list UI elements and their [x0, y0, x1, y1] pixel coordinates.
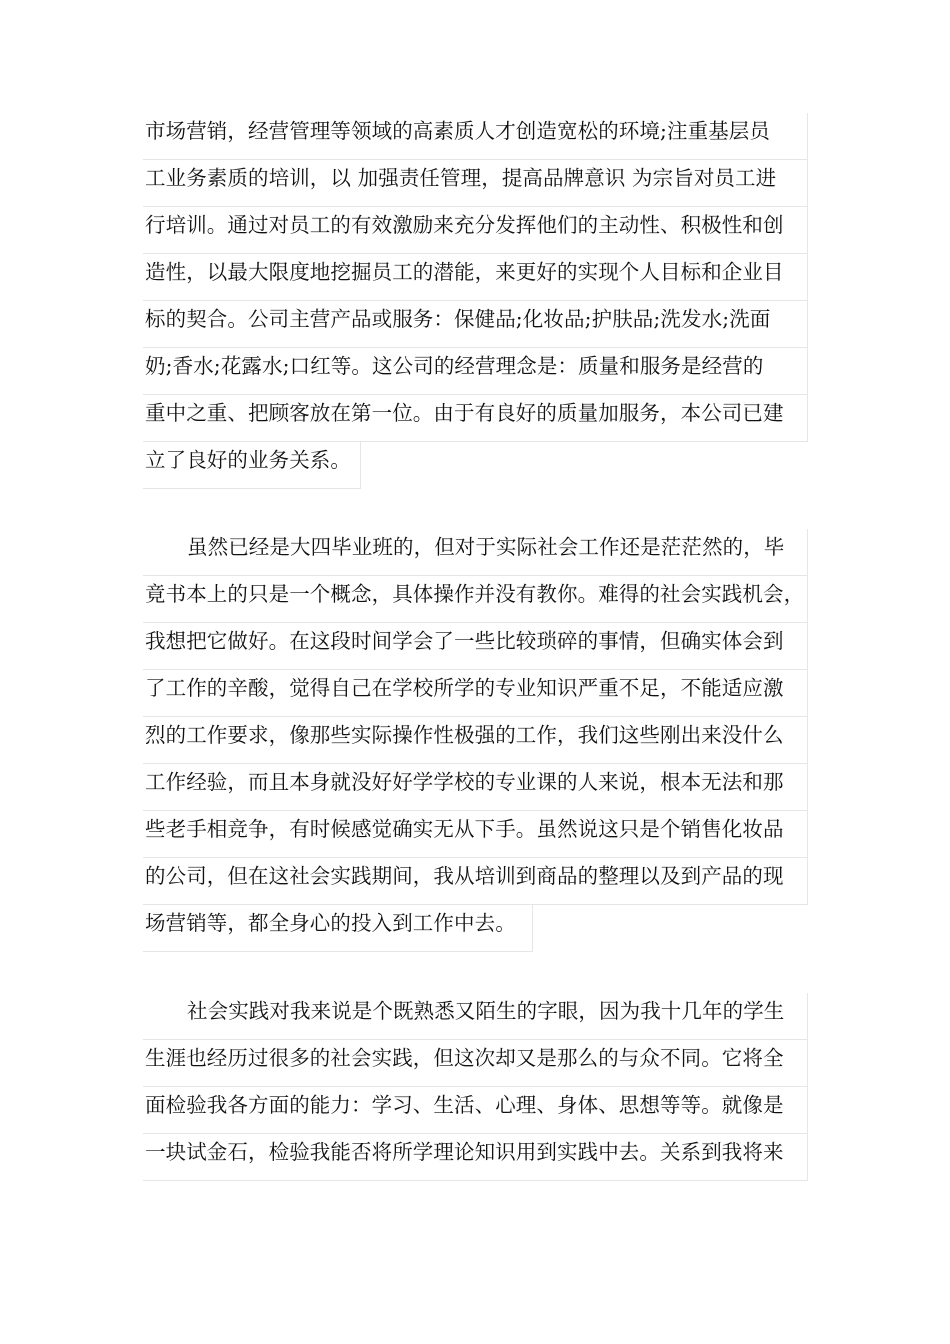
- paragraph-2: [143, 529, 808, 952]
- paragraph-1: [143, 113, 808, 489]
- text-line: 造性，以最大限度地挖掘员工的潜能，来更好的实现个人目标和企业目: [143, 254, 808, 301]
- text-line: 竟书本上的只是一个概念，具体操作并没有教你。难得的社会实践机会，: [143, 576, 808, 623]
- text-line: 标的契合。公司主营产品或服务：保健品;化妆品;护肤品;洗发水;洗面: [143, 301, 808, 348]
- text-line: 的公司，但在这社会实践期间，我从培训到商品的整理以及到产品的现: [143, 858, 808, 905]
- text-line: 面检验我各方面的能力：学习、生活、心理、身体、思想等等。就像是: [143, 1087, 808, 1134]
- text-line: 行培训。通过对员工的有效激励来充分发挥他们的主动性、积极性和创: [143, 207, 808, 254]
- text-line: 了工作的辛酸，觉得自己在学校所学的专业知识严重不足，不能适应激: [143, 670, 808, 717]
- text-line: 市场营销，经营管理等领域的高素质人才创造宽松的环境;注重基层员: [143, 113, 808, 160]
- text-line: 生涯也经历过很多的社会实践，但这次却又是那么的与众不同。它将全: [143, 1040, 808, 1087]
- paragraph-3: [143, 993, 808, 1181]
- text-line: 社会实践对我来说是个既熟悉又陌生的字眼，因为我十几年的学生: [143, 993, 808, 1040]
- text-line: 工作经验，而且本身就没好好学学校的专业课的人来说，根本无法和那: [143, 764, 808, 811]
- text-line: 一块试金石，检验我能否将所学理论知识用到实践中去。关系到我将来: [143, 1134, 808, 1181]
- text-line: 虽然已经是大四毕业班的，但对于实际社会工作还是茫茫然的，毕: [143, 529, 808, 576]
- text-line: 些老手相竞争，有时候感觉确实无从下手。虽然说这只是个销售化妆品: [143, 811, 808, 858]
- text-line: 烈的工作要求，像那些实际操作性极强的工作，我们这些刚出来没什么: [143, 717, 808, 764]
- text-line: 我想把它做好。在这段时间学会了一些比较琐碎的事情，但确实体会到: [143, 623, 808, 670]
- text-line: 重中之重、把顾客放在第一位。由于有良好的质量加服务，本公司已建: [143, 395, 808, 442]
- text-line: 奶;香水;花露水;口红等。这公司的经营理念是：质量和服务是经营的: [143, 348, 808, 395]
- text-line: 场营销等，都全身心的投入到工作中去。: [143, 905, 533, 952]
- text-line: 立了良好的业务关系。: [143, 442, 361, 489]
- text-line: 工业务素质的培训，以 加强责任管理，提高品牌意识 为宗旨对员工进: [143, 160, 808, 207]
